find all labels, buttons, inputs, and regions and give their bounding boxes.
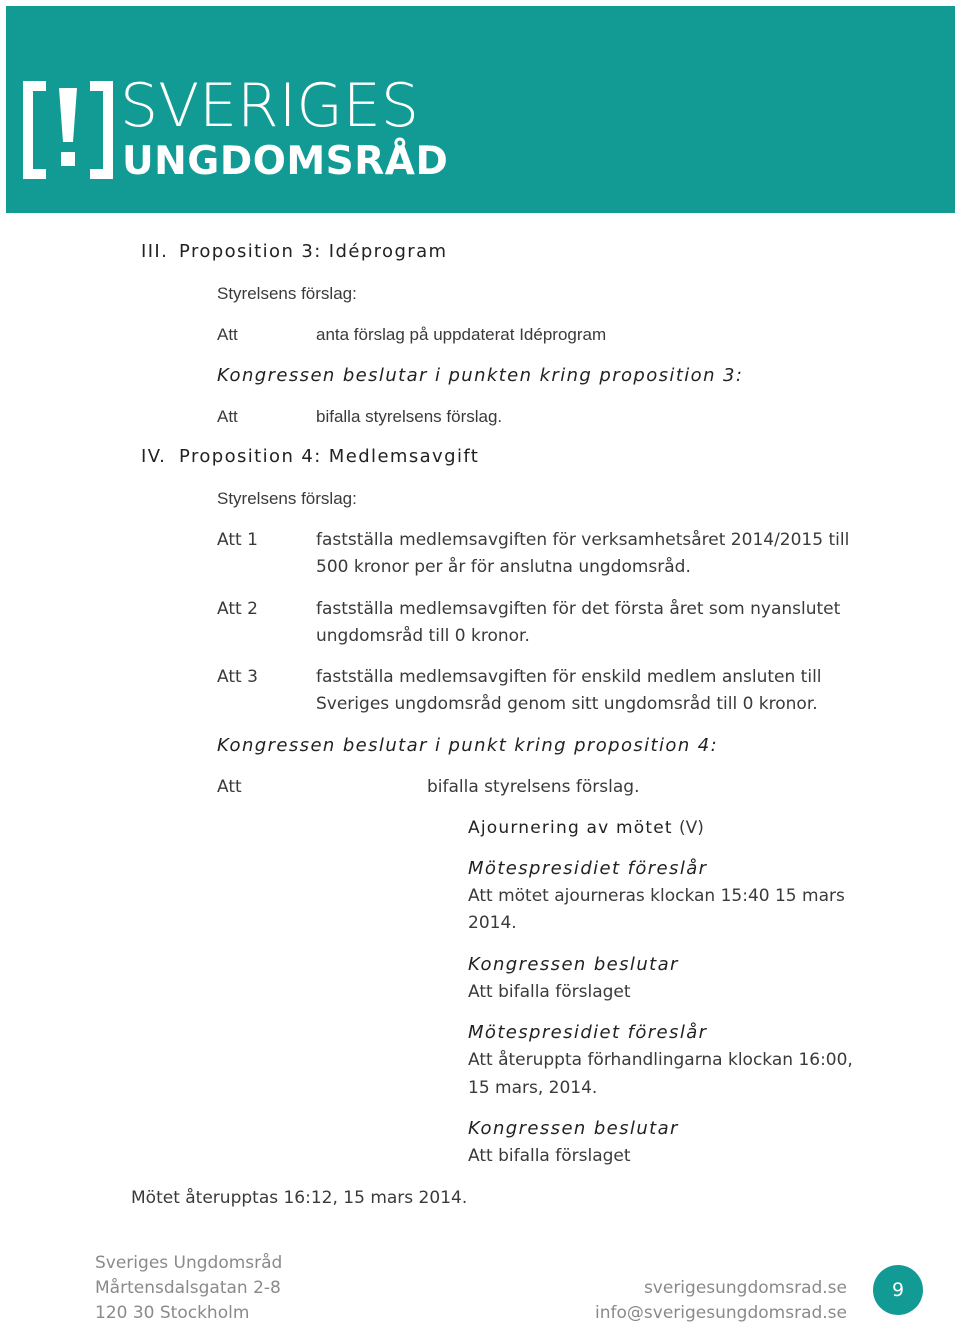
footer-email-link[interactable]: info@sverigesungdomsrad.se (595, 1303, 847, 1323)
section-4-motion-1-line2: 500 kronor per år för anslutna ungdomsråd. (316, 557, 691, 577)
page-number-badge: 9 (873, 1265, 923, 1315)
adjournment-block-1-line1: Att mötet ajourneras klockan 15:40 15 mars (468, 886, 845, 906)
section-4-decision-att: Att (217, 777, 242, 797)
section-4-numeral: IV. (141, 446, 167, 467)
section-3-title: Proposition 3: Idéprogram (179, 241, 448, 262)
adjournment-block-3-line2: 15 mars, 2014. (468, 1078, 598, 1098)
adjournment-block-2-line1: Att bifalla förslaget (468, 982, 631, 1002)
section-3-decision-text: bifalla styrelsens förslag. (316, 407, 503, 426)
adjournment-block-4-heading: Kongressen beslutar (468, 1118, 679, 1139)
section-4-board-label: Styrelsens förslag: (217, 489, 357, 508)
resume-note: Mötet återupptas 16:12, 15 mars 2014. (131, 1188, 468, 1208)
section-4-decision-text: bifalla styrelsens förslag. (427, 777, 640, 797)
section-3-motion-att: Att (217, 325, 238, 344)
footer-org: Sveriges Ungdomsråd (95, 1253, 283, 1273)
section-4-motion-1-label: Att 1 (217, 530, 258, 550)
section-4-motion-2-label: Att 2 (217, 599, 258, 619)
logo-wordmark-bottom: UNGDOMSRÅD (122, 139, 449, 184)
adjournment-block-2-heading: Kongressen beslutar (468, 954, 679, 975)
adjournment-numeral: (V) (679, 818, 704, 838)
footer-street: Mårtensdalsgatan 2-8 (95, 1278, 281, 1298)
section-3-decision-att: Att (217, 407, 238, 426)
adjournment-title: Ajournering av mötet (468, 818, 673, 838)
section-4-motion-3-label: Att 3 (217, 667, 258, 687)
section-3-numeral: III. (141, 241, 169, 262)
section-4-motion-3-line1: fastställa medlemsavgiften för enskild medlem ansluten till (316, 667, 822, 687)
section-3-motion-text: anta förslag på uppdaterat Idéprogram (316, 325, 607, 344)
section-3-board-label: Styrelsens förslag: (217, 284, 357, 303)
adjournment-block-3-heading: Mötespresidiet föreslår (468, 1022, 708, 1043)
adjournment-block-1-line2: 2014. (468, 913, 517, 933)
adjournment-block-1-heading: Mötespresidiet föreslår (468, 858, 708, 879)
section-4-motion-2-line1: fastställa medlemsavgiften för det första året som nyanslutet (316, 599, 841, 619)
section-3-decision-heading: Kongressen beslutar i punkten kring proposition 3: (217, 365, 744, 386)
footer-city: 120 30 Stockholm (95, 1303, 250, 1323)
logo-bracket-exclamation-icon (20, 80, 116, 180)
section-4-decision-heading: Kongressen beslutar i punkt kring proposition 4: (217, 735, 719, 756)
header-banner (6, 6, 955, 213)
logo-wordmark-top: SVERIGES (120, 71, 419, 141)
section-4-motion-3-line2: Sveriges ungdomsråd genom sitt ungdomsråd till 0 kronor. (316, 694, 818, 714)
section-4-motion-2-line2: ungdomsråd till 0 kronor. (316, 626, 530, 646)
adjournment-block-4-line1: Att bifalla förslaget (468, 1146, 631, 1166)
adjournment-block-3-line1: Att återuppta förhandlingarna klockan 16:00, (468, 1050, 853, 1070)
footer-website-link[interactable]: sverigesungdomsrad.se (643, 1278, 847, 1298)
section-4-motion-1-line1: fastställa medlemsavgiften för verksamhetsåret 2014/2015 till (316, 530, 850, 550)
section-4-title: Proposition 4: Medlemsavgift (179, 446, 480, 467)
